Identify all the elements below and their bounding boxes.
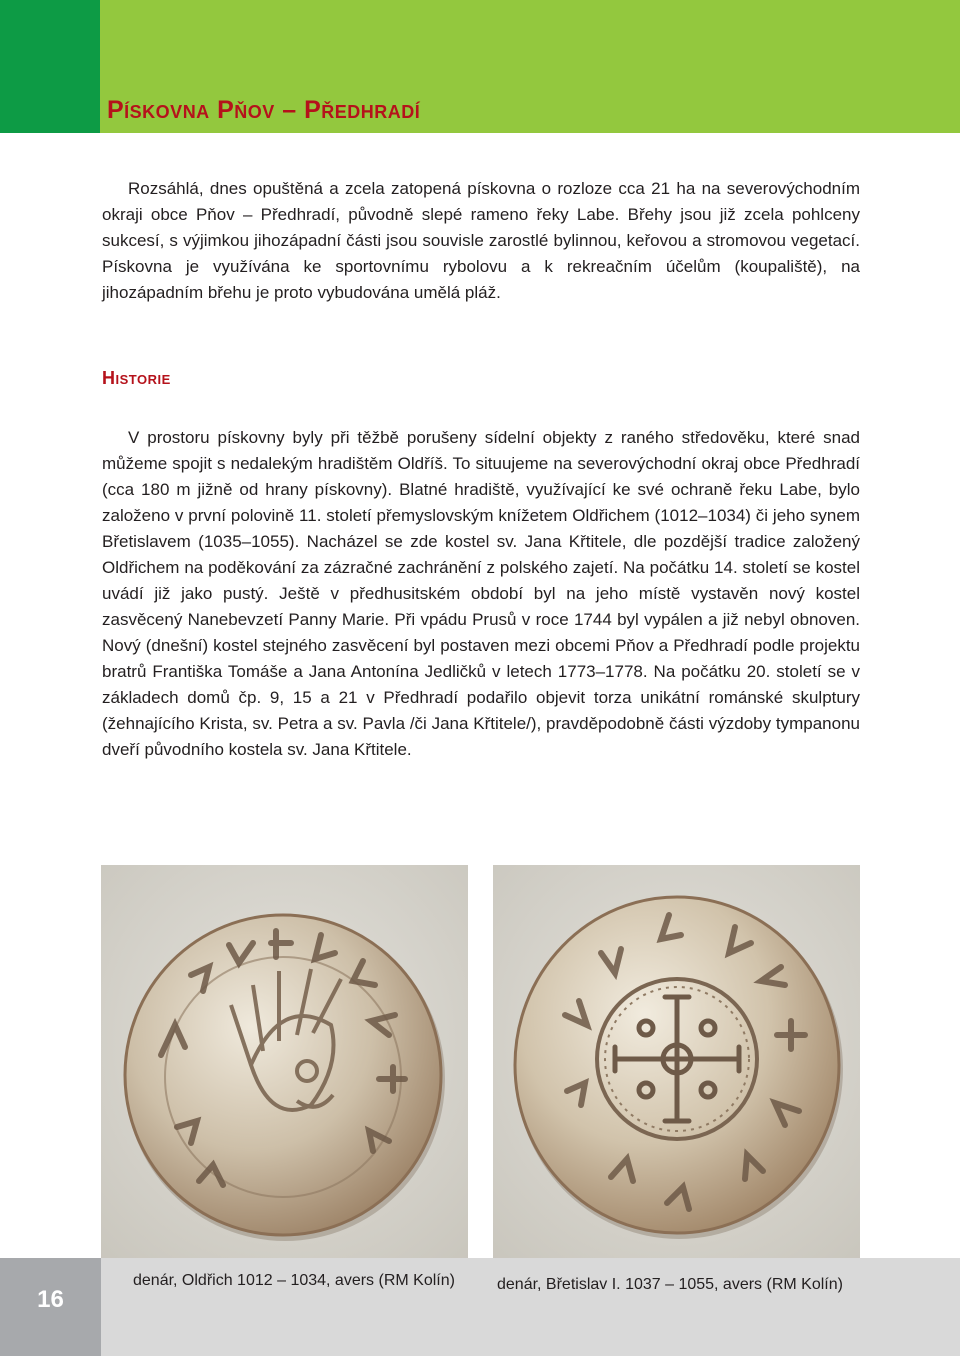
page-number: 16: [37, 1286, 64, 1313]
coin-oldrich-photo: [101, 865, 468, 1258]
page-number-box: [0, 1258, 101, 1356]
intro-text: Rozsáhlá, dnes opuštěná a zcela zatopená pískovna o rozloze cca 21 ha na severovýchodním okraji obce Pňov – Předhradí, původně slepé rameno řeky Labe. Břehy jsou již zcela pohlceny sukcesí, s výjimkou jihozápadní části jsou souvisle zarostlé bylinnou, keřovou a stromovou vegetací. Pískovna je využívána ke sportovnímu rybolovu a k rekreačním účelům (koupaliště), na jihozápadním břehu je proto vybudována umělá pláž.: [102, 179, 860, 302]
footer-band: [0, 1258, 960, 1356]
coin-oldrich-avers-image: [101, 865, 468, 1258]
header-accent-block: [0, 0, 100, 133]
history-paragraph: [102, 425, 860, 763]
coin-bretislav-avers-image: [493, 865, 860, 1258]
intro-paragraph: [102, 176, 860, 306]
page-title: Pískovna Pňov – Předhradí: [107, 96, 421, 124]
caption-left: denár, Oldřich 1012 – 1034, avers (RM Kolín): [133, 1272, 455, 1289]
coin-bretislav-photo: [493, 865, 860, 1258]
caption-right: denár, Břetislav I. 1037 – 1055, avers (RM Kolín): [497, 1276, 843, 1293]
history-text: V prostoru pískovny byly při těžbě porušeny sídelní objekty z raného středověku, které snad můžeme spojit s nedalekým hradištěm Oldříš. To situujeme na severovýchodní okraj obce Předhradí (cca 180 m jižně od hrany pískovny). Blatné hradiště, využívající ke své ochraně řeku Labe, bylo založeno v první polovině 11. století přemyslovským knížetem Oldřichem (1012–1034) či jeho synem Břetislavem (1035–1055). Nacházel se zde kostel sv. Jana Křtitele, dle pozdější tradice založený Oldřichem na poděkování za zázračné zachránění z polského zajetí. Na počátku 14. století se kostel uvádí již jako pustý. Ještě v předhusitském období byl na jeho místě vystavěn nový kostel zasvěcený Nanebevzetí Panny Marie. Při vpádu Prusů v roce 1744 byl vypálen a již nebyl obnoven. Nový (dnešní) kostel stejného zasvěcení byl postaven mezi obcemi Pňov a Předhradí podle projektu bratrů Františka Tomáše a Jana Antonína Jedličků v letech 1773–1778. Na počátku 20. století se v základech domů čp. 9, 15 a 21 v Předhradí podařilo objevit torza unikátní románské skulptury (žehnajícího Krista, sv. Petra a sv. Pavla /či Jana Křtitele/), pravděpodobně části výzdoby tympanonu dveří původního kostela sv. Jana Křtitele.: [102, 428, 860, 759]
header-band: [0, 0, 960, 133]
section-heading-history: Historie: [102, 368, 171, 388]
